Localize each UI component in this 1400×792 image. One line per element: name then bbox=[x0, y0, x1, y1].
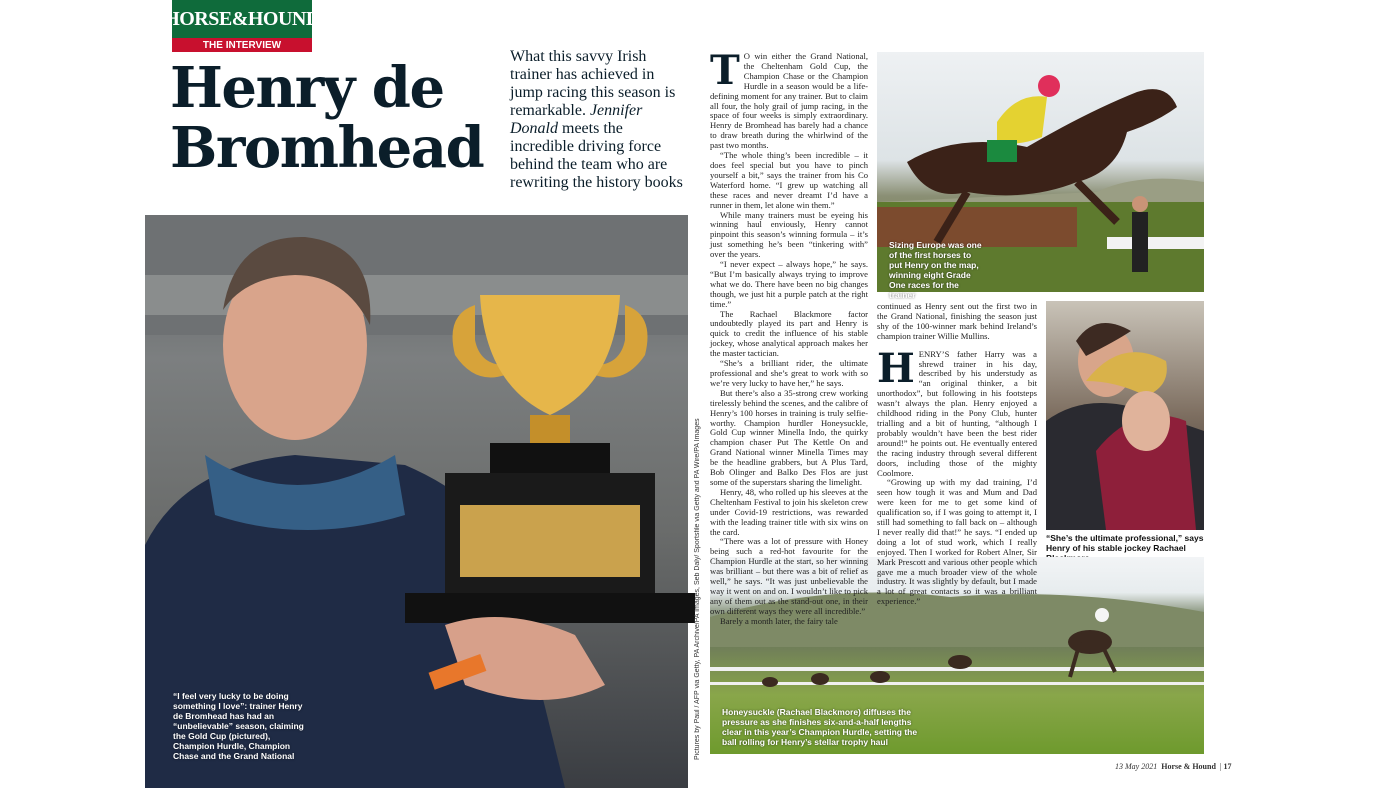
jockey-caption: “She’s the ultimate professional,” says Henry of his stable jockey Rachael bbox=[1046, 533, 1204, 553]
drop-cap: T bbox=[710, 47, 740, 94]
paragraph: “She’s a brilliant rider, the ultimate professional and she’s great to work with so we’re very lucky to have her,” he says. bbox=[710, 358, 868, 388]
paragraph: Barely a month later, the fairy tale bbox=[720, 615, 838, 626]
issue-date: 13 May 2021 bbox=[1115, 762, 1158, 771]
article-column-2 bbox=[877, 302, 1037, 607]
paragraph: While many trainers must be eyeing his winning haul enviously, Henry cannot pinpoint this season’s winning formula – it’s just something he’s been “tinkering with” over the years. bbox=[710, 209, 868, 260]
page-folio: 13 May 2021 Horse & Hound | 17 bbox=[1115, 762, 1232, 771]
paragraph: T O win either the Grand National, the Cheltenham Gold Cup, the Champion Chase or the Champion Hurdle in a season would be a life-defining moment for any trainer. But to claim all four, the holy grail of jump racing, in the space of four weeks is simply extraordinary. Henry de Bromhead has barely had a chance to draw breath during the whirlwind of the past two months. bbox=[710, 47, 868, 151]
author-name: Jennifer Donald bbox=[510, 102, 643, 137]
article-column-1 bbox=[710, 47, 868, 627]
section-tag: THE INTERVIEW bbox=[172, 38, 312, 52]
headline-line-2: Bromhead bbox=[170, 115, 484, 181]
headline-line-1: Henry de bbox=[170, 55, 444, 121]
sizing-europe-photo bbox=[877, 52, 1204, 300]
paragraph: “Growing up with my dad training, I’d seen how tough it was and Mum and Dad were keen for me to get some kind of qualification so, if I was going to attempt it, I still had something to fall back on – although I never really did that!” he says. “I ended up doing a lot of stud work, which I really enjoyed. Then I worked for Robert Alner, Sir Mark Prescott and various other people which gave me a much broader view of the whole industry. It was slightly by default, but I made a lot of great contacts so it was a brilliant experience.” bbox=[877, 477, 1037, 607]
standfirst-text-a: What this savvy Irish trainer has achieved in jump racing this season is remarkable. bbox=[510, 48, 676, 119]
page-title bbox=[170, 55, 484, 181]
paragraph: HENRY’S father Harry was a shrewd trainer in his day, described by his understudy as “an original thinker, a bit unorthodox”, but following in his footsteps wasn’t always the plan. Henry enjoyed a childhood riding in the Pony Club, hunter trialling and a bit of hunting, “although I probably wouldn’t have been the best rider around!” he points out. He eventually entered the racing industry through several different doors, including those of the mighty Coolmore. bbox=[877, 344, 1037, 478]
paragraph: continued as Henry sent out the first two in the Grand National, finishing the season just shy of the 100-winner mark behind Ireland’s champion trainer Willie Mullins. bbox=[877, 301, 1037, 341]
race1-caption: Sizing Europe was one of the first horses to put Henry on the map, winning eight Grade One races for the trainer bbox=[889, 240, 982, 300]
race2-caption: Honeysuckle (Rachael Blackmore) diffuses the pressure as she finishes six-and-a-half lengths clear in this year’s Champion Hurdle, setting the ball rolling for Henry’s stellar trophy haul bbox=[722, 707, 918, 747]
jockey-illustration bbox=[1046, 301, 1204, 530]
photo-credit: Pictures by Paul / AFP via Getty, PA Archive/PA Images, Seb Daly/ Sportsfile via Getty and PA Wire/PA Images bbox=[694, 418, 701, 760]
paragraph: Henry, 48, who rolled up his sleeves at the Cheltenham Festival to join his skeleton crew under Covid-19 restrictions, was rewarded with the leading trainer title with six wins on the card. bbox=[710, 486, 868, 537]
brand-logo: HORSE&HOUND bbox=[172, 0, 312, 38]
main-photo-caption: “I feel very lucky to be doing something I love”: trainer Henry de Bromhead has had an “unbelievable” season, claiming the Gold Cup (pictured), Champion Hurdle, Champion Chase and the Grand National bbox=[173, 691, 304, 761]
trainer-photo bbox=[145, 215, 688, 788]
paragraph: “There was a lot of pressure with Honey being such a red-hot favourite for the Champion Hurdle at the start, so her winning was brilliant – but there was a bit of relief as well,” he says. “It was just unbelievable the way it went on and on. I wouldn’t like to pick any of them out as the stand-out one, in their own different ways they were all incredible.” bbox=[710, 536, 868, 616]
drop-cap: H bbox=[877, 344, 915, 392]
standfirst-text-b: meets the incredible driving force behind the team who are rewriting the history books bbox=[510, 120, 683, 191]
page-number: 17 bbox=[1223, 762, 1232, 771]
paragraph: “I never expect – always hope,” he says. “But I’m basically always trying to improve what we do. There have been no big changes though, we just hit a purple patch at the right time.” bbox=[710, 259, 868, 309]
standfirst bbox=[510, 48, 690, 192]
folio-brand: Horse & Hound bbox=[1161, 762, 1216, 771]
rachael-blackmore-photo bbox=[1046, 301, 1204, 530]
paragraph: “The whole thing’s been incredible – it does feel special but you have to pinch yourself a bit,” says the trainer from his Co Waterford home. “I grew up watching all these races and never dreamt I’d have a runner in them, let alone win them.” bbox=[710, 150, 868, 210]
paragraph: But there’s also a 35-strong crew working tirelessly behind the scenes, and the calibre of Henry’s 100 horses in training is truly selfie-worthy. Champion hurdler Honeysuckle, Gold Cup winner Minella Indo, the quirky champion chaser Put The Kettle On and Grand National winner Minella Times may be the headline grabbers, but A Plus Tard, Bob Olinger and Balko Des Flos are just some of the superstars sharing the limelight. bbox=[710, 387, 868, 487]
paragraph: The Rachael Blackmore factor undoubtedly played its part and Henry is quick to credit the influence of his stable jockey, whose analytical approach makes her the master tactician. bbox=[710, 308, 868, 359]
